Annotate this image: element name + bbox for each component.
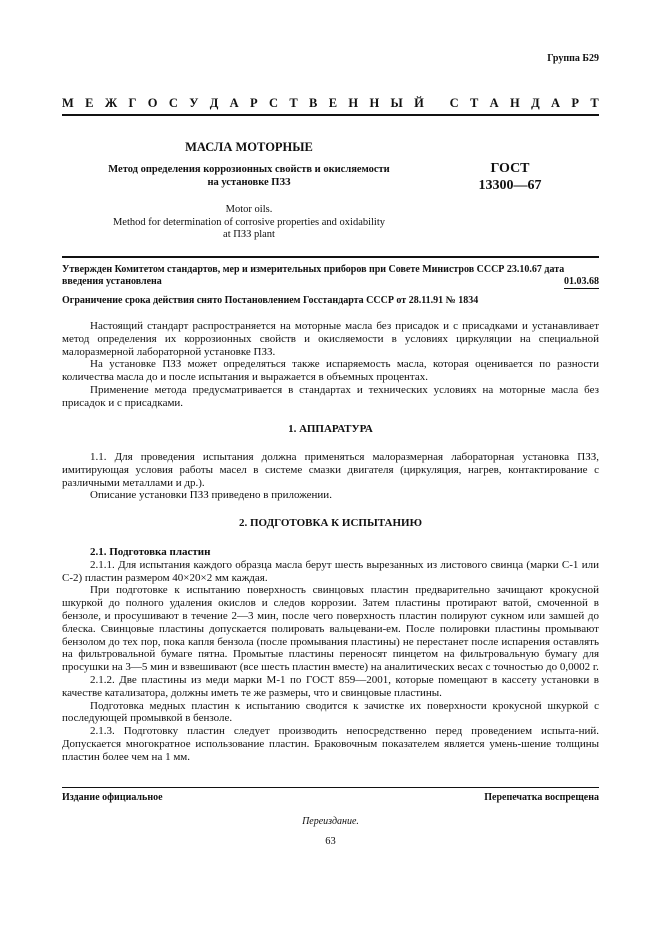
section-2-paragraph: 2.1.3. Подготовку пластин следует производить непосредственно перед проведением испыта-ний. Допускается многократное использование пластин. Браковочным показателем является умень-шение толщины пластин более чем на 1 мм.: [62, 725, 599, 763]
header-letter: [435, 96, 438, 111]
header-letter: С: [449, 96, 459, 110]
group-label: Группа Б29: [547, 53, 599, 64]
effective-date: 01.03.68: [564, 276, 599, 287]
header-letter: Т: [469, 96, 479, 110]
section-1-paragraph: 1.1. Для проведения испытания должна применяться малоразмерная лабораторная установка ПЗЗ, имитирующая условия работы масел в системе смазки двигателя (циркуляция, нагрев, контактирование с различными металлами и др.).: [62, 451, 599, 489]
header-letter: Р: [250, 96, 258, 110]
english-title-line-3: at ПЗЗ plant: [223, 229, 275, 240]
gost-label: ГОСТ: [490, 161, 530, 176]
section-1-heading: 1. АППАРАТУРА: [288, 423, 373, 435]
section-2-body: [62, 546, 599, 764]
subtitle-line-2: на установке ПЗЗ: [207, 177, 291, 188]
header-letter: С: [269, 96, 279, 110]
header-rule: [62, 114, 599, 116]
document-title: МАСЛА МОТОРНЫЕ: [185, 140, 313, 154]
header-letter: Р: [571, 96, 580, 110]
title-block-rule: [62, 256, 599, 258]
introduction: [62, 320, 599, 410]
approval-line-2: введения установлена: [62, 276, 162, 287]
header-letter: А: [551, 96, 561, 110]
footer-rule: [62, 787, 599, 788]
header-letter: Ы: [390, 96, 403, 110]
header-letter: Н: [510, 96, 520, 110]
intro-paragraph: Применение метода предусматривается в стандартах и технических условиях на моторные масла без присадок и с присадками.: [62, 383, 599, 409]
intro-paragraph: На установке ПЗЗ может определяться также испаряемость масла, которая оценивается по разности количества масла до и после испытания и выражается в объемных процентах.: [62, 358, 599, 384]
interstate-standard-heading: [62, 96, 599, 111]
intro-paragraph: Настоящий стандарт распространяется на моторные масла без присадок и с присадками и устанавливает метод определения их коррозионных свойств и окисляемости в условиях циркуляции на специальной малоразмерной лабораторной установке ПЗЗ.: [62, 320, 599, 358]
header-letter: Ж: [104, 96, 118, 110]
header-letter: В: [309, 96, 318, 110]
english-title-line-2: Method for determination of corrosive properties and oxidability: [112, 216, 386, 228]
approval-line-1: Утвержден Комитетом стандартов, мер и измерительных приборов при Совете Министров СССР 23.10.67 дата: [62, 264, 565, 275]
document-subtitle: [62, 163, 436, 189]
section-2-paragraph: 2.1.2. Две пластины из меди марки М-1 по ГОСТ 859—2001, которые помещают в кассету установки в качестве катализатора, должны иметь те же размеры, что и свинцовые пластины.: [62, 673, 599, 699]
header-letter: Г: [128, 96, 137, 110]
header-letter: Д: [209, 96, 219, 110]
header-letter: Й: [414, 96, 424, 110]
header-letter: С: [168, 96, 178, 110]
header-letter: Т: [590, 96, 599, 110]
english-title: [62, 204, 436, 242]
section-1-body: [62, 451, 599, 502]
header-letter: Е: [328, 96, 338, 110]
gost-designation: [470, 160, 550, 194]
header-letter: У: [189, 96, 199, 110]
limitation-note: Ограничение срока действия снято Постановлением Госстандарта СССР от 28.11.91 № 1834: [62, 295, 479, 306]
header-letter: Т: [289, 96, 298, 110]
header-letter: Н: [369, 96, 380, 110]
reissue-note: Переиздание.: [302, 816, 359, 827]
gost-number: 13300—67: [478, 178, 542, 193]
header-letter: М: [62, 96, 74, 110]
subtitle-line-1: Метод определения коррозионных свойств и окисляемости: [108, 164, 390, 175]
official-edition-label: Издание официальное: [62, 792, 163, 803]
header-letter: О: [147, 96, 158, 110]
header-letter: Е: [85, 96, 94, 110]
section-2-paragraph: Подготовка медных пластин к испытанию сводится к зачистке их поверхности крокусной шкуркой с последующей промывкой в бензоле.: [62, 699, 599, 725]
section-1-paragraph: Описание установки ПЗЗ приведено в приложении.: [90, 489, 332, 502]
header-letter: А: [489, 96, 499, 110]
header-letter: Н: [348, 96, 359, 110]
subsection-2-1-heading: 2.1. Подготовка пластин: [90, 546, 211, 558]
section-2-heading: 2. ПОДГОТОВКА К ИСПЫТАНИЮ: [239, 517, 422, 529]
header-letter: А: [229, 96, 239, 110]
section-2-paragraph: 2.1.1. Для испытания каждого образца масла берут шесть вырезанных из листового свинца (марки С-1 или С-2) пластин размером 40×20×2 мм каждая.: [62, 558, 599, 584]
english-title-line-1: Motor oils.: [225, 204, 273, 215]
reprint-forbidden-label: Перепечатка воспрещена: [484, 792, 599, 803]
footer: [62, 792, 599, 803]
approval-note: [62, 264, 599, 289]
header-letter: Д: [531, 96, 540, 110]
section-2-paragraph: При подготовке к испытанию поверхность свинцовых пластин предварительно зачищают крокусной шкуркой до полного удаления окислов и следов коррозии. Затем пластины протирают ватой, смоченной в бензоле, и просушивают в течение 2—3 мин, после чего поверхность пластин полируют сукном или замшей до блеска. Свинцовые пластины допускается полировать вальцевани-ем. После полировки пластины промывают бензолом до тех пор, пока капля бензола (после промывания пластины) не перестанет после испарения оставлять на фильтровальной бумаге пятна. Промытые пластины переносят пинцетом на фильтровальную бумагу для просушки на 3—5 мин и взвешивают (все шесть пластин вместе) на аналитических весах с точностью до 0,0002 г.: [62, 584, 599, 674]
page-number: 63: [325, 836, 336, 847]
